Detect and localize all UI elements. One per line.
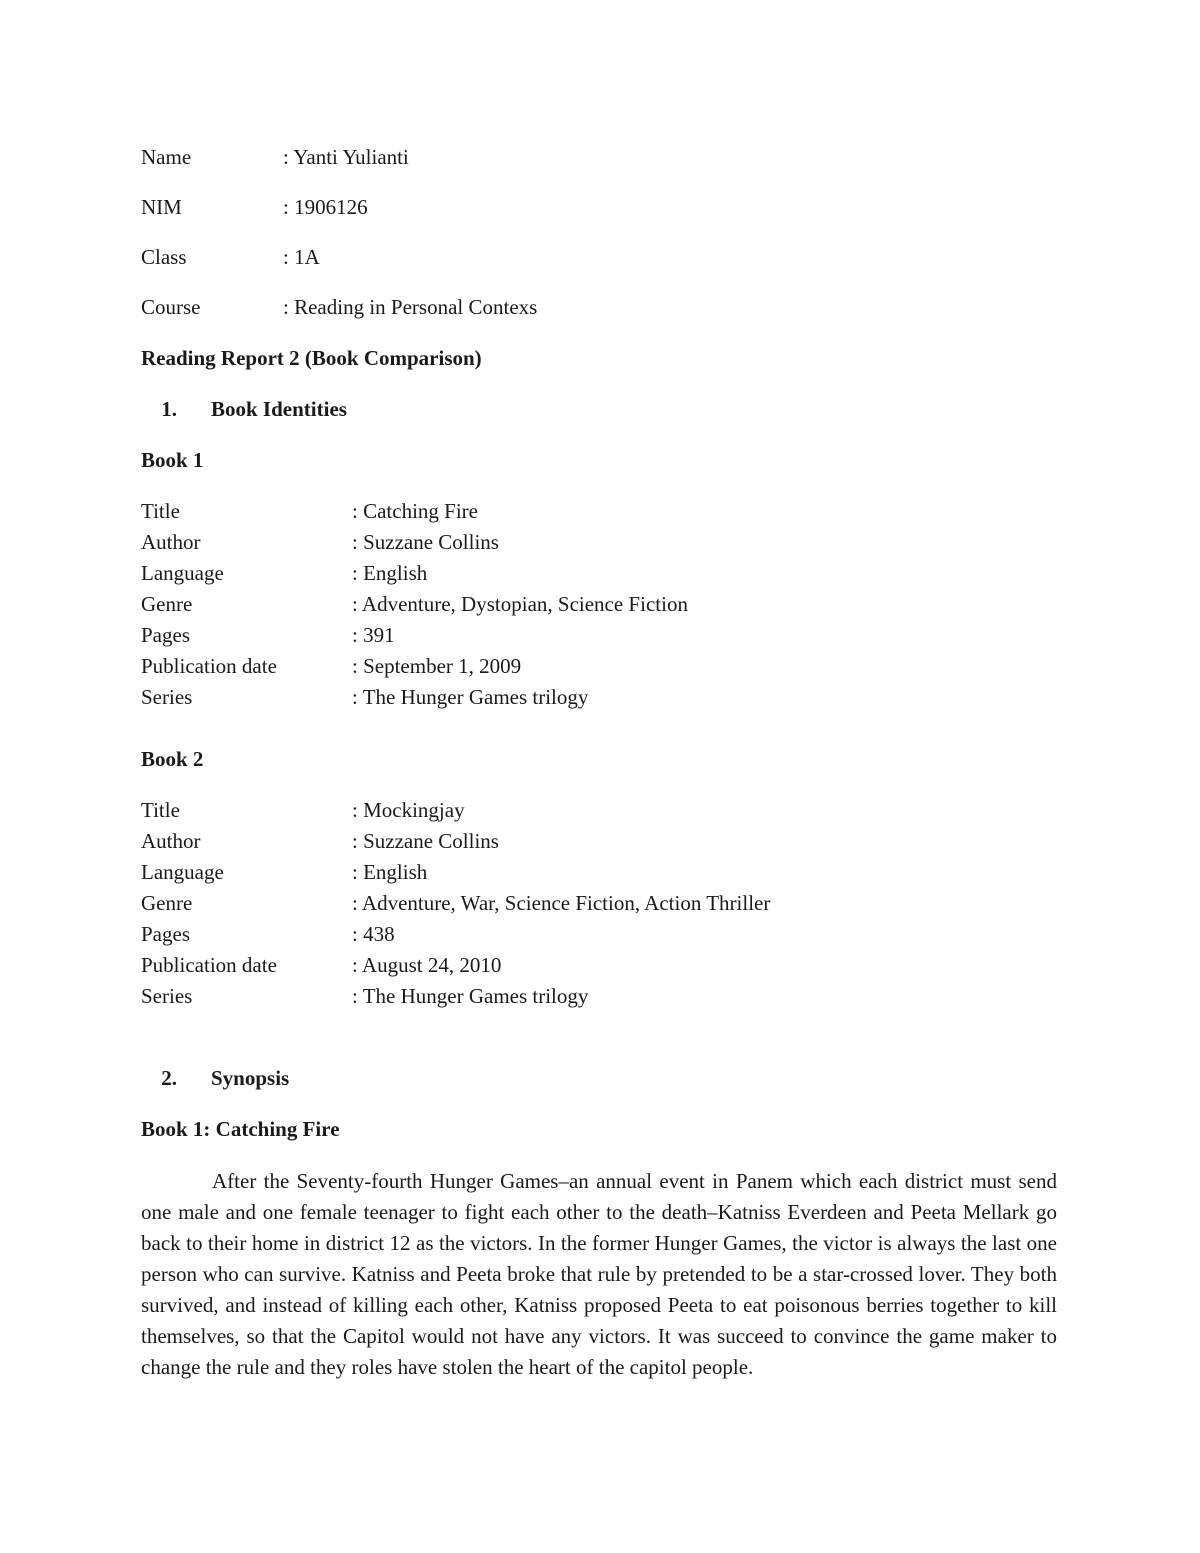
field-label: Language (141, 561, 224, 585)
book1-row (141, 623, 1041, 654)
field-label: Genre (141, 592, 193, 616)
report-title: Reading Report 2 (Book Comparison) (141, 346, 482, 370)
info-value: : Reading in Personal Contexs (283, 295, 538, 319)
field-value: : Suzzane Collins (352, 829, 499, 853)
section-number: 1. (161, 397, 177, 421)
book2-row (141, 798, 1041, 829)
info-value: : 1906126 (283, 195, 368, 219)
field-label: Pages (141, 623, 190, 647)
book2-row (141, 984, 1041, 1015)
info-row-nim (141, 195, 1041, 245)
field-value: : August 24, 2010 (352, 953, 502, 977)
book2-row (141, 891, 1041, 922)
field-label: Publication date (141, 654, 277, 678)
section-number: 2. (161, 1066, 177, 1090)
section-title: Synopsis (211, 1066, 290, 1090)
field-value: : Mockingjay (352, 798, 465, 822)
field-label: Author (141, 530, 201, 554)
info-row-class (141, 245, 1041, 295)
book1-row (141, 592, 1041, 623)
book1-row (141, 499, 1041, 530)
info-value: : Yanti Yulianti (283, 145, 409, 169)
book1-row (141, 685, 1041, 716)
book2-row (141, 860, 1041, 891)
synopsis-book1-heading: Book 1: Catching Fire (141, 1117, 340, 1141)
book1-heading: Book 1 (141, 448, 204, 472)
field-value: : 391 (352, 623, 395, 647)
field-value: : English (352, 860, 428, 884)
info-row-course (141, 295, 1041, 345)
book2-row (141, 922, 1041, 953)
field-value: : The Hunger Games trilogy (352, 984, 589, 1008)
field-value: : Catching Fire (352, 499, 478, 523)
book2-details (141, 798, 1041, 1015)
synopsis-paragraph (141, 1166, 1057, 1383)
section-title: Book Identities (211, 397, 347, 421)
book1-details (141, 499, 1041, 716)
field-value: : The Hunger Games trilogy (352, 685, 589, 709)
field-label: Series (141, 984, 193, 1008)
field-value: : Suzzane Collins (352, 530, 499, 554)
field-label: Publication date (141, 953, 277, 977)
info-value: : 1A (283, 245, 320, 269)
field-value: : Adventure, War, Science Fiction, Action Thriller (352, 891, 771, 915)
synopsis-text: After the Seventy-fourth Hunger Games–an annual event in Panem which each district must send one male and one female teenager to fight each other to the death–Katniss Everdeen and Peeta Mellark go back to their home in district 12 as the victors. In the former Hunger Games, the victor is always the last one person who can survive. Katniss and Peeta broke that rule by pretended to be a star-crossed lover. They both survived, and instead of killing each other, Katniss proposed Peeta to eat poisonous berries together to kill themselves, so that the Capitol would not have any victors. It was succeed to convince the game maker to change the rule and they roles have stolen the heart of the capitol people. (141, 1169, 1057, 1379)
info-label: NIM (141, 195, 182, 219)
section-heading-2 (141, 1066, 289, 1090)
info-label: Class (141, 245, 187, 269)
field-label: Title (141, 499, 180, 523)
book2-row (141, 953, 1041, 984)
field-value: : September 1, 2009 (352, 654, 522, 678)
info-label: Name (141, 145, 192, 169)
book1-row (141, 530, 1041, 561)
field-label: Series (141, 685, 193, 709)
field-label: Genre (141, 891, 193, 915)
book2-heading: Book 2 (141, 747, 204, 771)
info-label: Course (141, 295, 201, 319)
field-value: : 438 (352, 922, 395, 946)
book1-row (141, 654, 1041, 685)
section-heading-1 (141, 397, 347, 421)
book2-row (141, 829, 1041, 860)
book1-row (141, 561, 1041, 592)
field-label: Title (141, 798, 180, 822)
field-label: Author (141, 829, 201, 853)
field-value: : English (352, 561, 428, 585)
field-label: Pages (141, 922, 190, 946)
info-row-name (141, 145, 1041, 195)
field-value: : Adventure, Dystopian, Science Fiction (352, 592, 688, 616)
student-info (141, 145, 1041, 345)
field-label: Language (141, 860, 224, 884)
